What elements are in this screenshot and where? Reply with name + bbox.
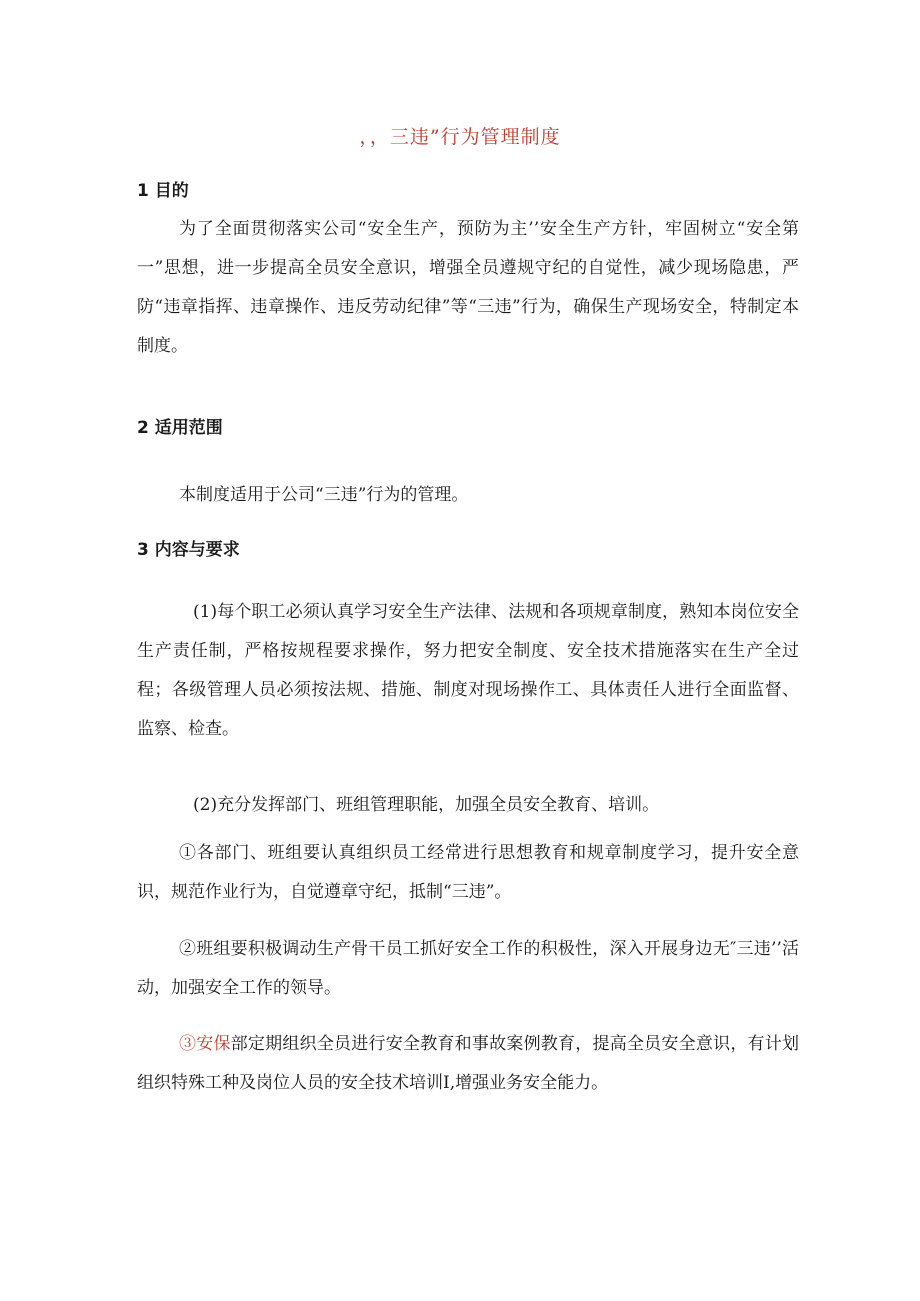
requirement-paragraph-2: (2)充分发挥部门、班组管理职能，加强全员安全教育、培训。: [193, 795, 660, 815]
section-heading-scope: 2 适用范围: [137, 418, 223, 438]
highlighted-prefix: ③安保: [179, 1034, 231, 1054]
section-heading-purpose: 1 目的: [137, 181, 189, 201]
paragraph-body: 部定期组织全员进行安全教育和事故案例教育，提高全员安全意识，有计划组织特殊工种及岗位人员的安全技术培训Ⅰ,增强业务安全能力。: [137, 1034, 800, 1093]
section-scope-paragraph: 本制度适用于公司“三违”行为的管理。: [179, 485, 469, 505]
requirement-paragraph-2-3: [137, 1025, 799, 1103]
section-purpose-paragraph: 为了全面贯彻落实公司“安全生产，预防为主’’安全生产方针，牢固树立“安全第一”思想，进一步提高全员安全意识，增强全员遵规守纪的自觉性，减少现场隐患，严防“违章指挥、违章操作、违反劳动纪律”等“三违”行为，确保生产现场安全，特制定本制度。: [137, 219, 799, 356]
document-title: ，，三违”行为管理制度: [359, 126, 561, 148]
requirement-paragraph-1: (1)每个职工必须认真学习安全生产法律、法规和各项规章制度，熟知本岗位安全生产责任制，严格按规程要求操作，努力把安全制度、安全技术措施落实在生产全过程；各级管理人员必须按法规、措施、制度对现场操作工、具体责任人进行全面监督、监察、检查。: [137, 602, 799, 739]
section-heading-requirements: 3 内容与要求: [137, 540, 240, 560]
requirement-paragraph-2-2: ②班组要积极调动生产骨干员工抓好安全工作的积极性，深入开展身边无″三违’’活动，加强安全工作的领导。: [137, 939, 799, 998]
requirement-paragraph-2-1: ①各部门、班组要认真组织员工经常进行思想教育和规章制度学习，提升安全意识，规范作业行为，自觉遵章守纪，抵制“三违”。: [137, 843, 799, 902]
